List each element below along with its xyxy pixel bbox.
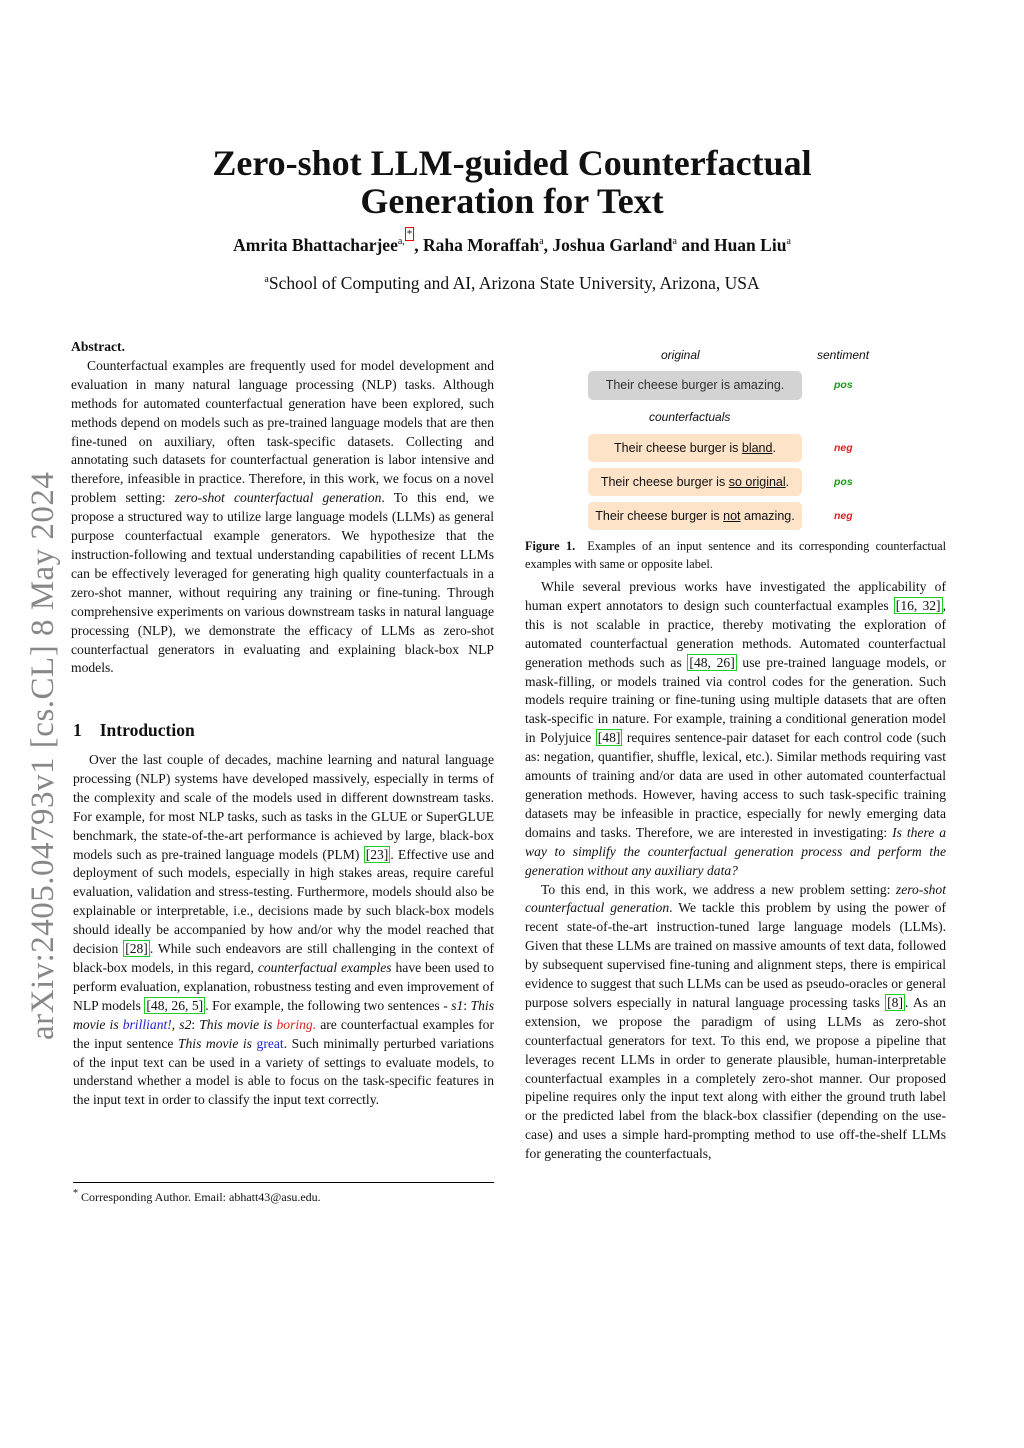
edited-words: so original [728, 475, 786, 489]
styled-text: Is there a way to simplify the counterfactual generation process and perform the generation without any auxiliary data? [525, 824, 946, 878]
paragraph [525, 578, 946, 881]
section-heading [73, 720, 195, 741]
intro-paragraph [73, 751, 494, 1110]
paper-title [0, 144, 1024, 220]
styled-text: counterfactual examples [257, 959, 392, 975]
abstract [71, 338, 494, 678]
sentence-text: . [772, 441, 776, 455]
figure-header-counterfactuals: counterfactuals [649, 410, 731, 424]
text: : [191, 1016, 200, 1032]
author-name: Joshua Garland [552, 235, 673, 255]
paragraph [525, 881, 946, 1165]
figure-original-sentence [588, 371, 802, 400]
citation-link[interactable]: [8] [887, 994, 904, 1010]
arxiv-watermark: arXiv:2405.04793v1 [cs.CL] 8 May 2024 [25, 471, 61, 1040]
footnote-link[interactable]: * [406, 228, 413, 241]
author-name: Amrita Bhattacharjee [233, 235, 398, 255]
author-separator: , [543, 235, 553, 255]
text: , this is not scalable in practice, thereby motivating the exploration of automated counterfactual generation methods. Automated counterfactual generation methods such as [525, 597, 946, 670]
citation-link[interactable]: [48] [597, 730, 621, 746]
sentiment-label: pos [834, 476, 853, 488]
sentiment-label: pos [834, 379, 853, 391]
sentiment-label: neg [834, 510, 853, 522]
sentence-text: . [785, 475, 790, 489]
text: Over the last couple of decades, machine learning and natural language processing (NLP) systems have developed massively, especially in terms of the complexity and scale of the models used in different downstream tasks. For example, for most NLP tasks, such as tasks in the GLUE or SuperGLUE benchmark, the state-of-the-art performance is achieved by large, black-box models such as pre-trained language models (PLM) [73, 752, 494, 862]
footnote-text: Corresponding Author. Email: abhatt43@asu.edu. [78, 1190, 321, 1204]
styled-text: s1 [451, 997, 464, 1013]
styled-text: This movie is [199, 1016, 277, 1032]
sentence-text: Their cheese burger is amazing. [605, 378, 785, 392]
caption-label: Figure 1. [525, 539, 576, 553]
text: . Such minimally perturbed variations of the input text can be used in a variety of settings to evaluate models, to understand whether a model is able to focus on the task-specific features in the input text in order to classify the input text correctly. [73, 1035, 494, 1108]
author-list [0, 228, 1024, 256]
styled-text: boring. [276, 1016, 317, 1032]
author-affiliation-mark: a [397, 236, 403, 248]
section-number: 1 [73, 720, 82, 740]
text: . For example, the following two sentences - [205, 997, 452, 1013]
styled-text: zero-shot counterfactual generation [525, 881, 946, 916]
footnote-divider [73, 1182, 494, 1183]
text: requires sentence-pair dataset for each control code (such as: negation, quantifier, shuffle, lexical, etc.). Similar methods requiring vast amounts of training and/or data are used in other automated counterfactual generation methods. However, having access to such task-specific training datasets may be infeasible in practice, especially for newly emerging data domains and tasks. Therefore, we are interested in investigating: [525, 730, 946, 840]
author-affiliation-mark: a [539, 236, 544, 248]
text: . Effective use and deployment of such models, especially in high stakes areas, require careful evaluation, validation and stress-testing. Furthermore, models should also be explainable or interpretable, i.e., decisions made by such black-box models should ideally be accompanied by how and/or why the model reached that decision [73, 846, 494, 957]
caption-text: Examples of an input sentence and its corresponding counterfactual examples with same or opposite label. [525, 539, 946, 571]
citation-link[interactable]: [16, 32] [895, 597, 941, 613]
text: . As an extension, we propose the paradigm of using LLMs as zero-shot counterfactual generators for text. To this end, we propose a pipeline that leverages recent LLMs in order to generate plausible, human-interpretable counterfactual examples in a completely zero-shot manner. Our proposed pipeline requires only the input text along with either the ground truth label or the predicted label from the black-box classifier (depending on the use-case) and uses a simple hard-prompting method to use off-the-shelf LLMs for generating the counterfactuals, [525, 994, 946, 1162]
citation-link[interactable]: [28] [125, 941, 148, 957]
styled-text: brilliant! [122, 1016, 172, 1032]
figure-counterfactual-sentence [588, 468, 802, 496]
title-line: Generation for Text [360, 181, 664, 221]
text: are counterfactual examples for the input sentence [73, 1016, 494, 1051]
styled-text: This movie is [73, 997, 494, 1032]
affiliation [0, 273, 1024, 294]
affiliation-mark: a [264, 274, 269, 286]
footnote-mark: * [73, 1188, 78, 1199]
styled-text: great [256, 1035, 284, 1051]
abstract-paragraph [71, 357, 494, 678]
author-separator: , [414, 235, 424, 255]
styled-text: zero-shot counterfactual generation [174, 490, 382, 506]
text: have been used to perform evaluation, explanation, robustness testing and even improvement of NLP models [73, 959, 494, 1013]
sentence-text: amazing. [740, 509, 795, 523]
text: . We tackle this problem by using the power of recent state-of-the-art instruction-tuned large language models (LLMs). Given that these LLMs are trained on massive amounts of text data, followed by subsequent supervised fine-tuning and alignment steps, there is empirical evidence to suggest that such LLMs can be used as pseudo-oracles or general purpose solvers especially in natural language processing tasks [525, 900, 946, 1010]
footnote [73, 1188, 321, 1205]
figure-header-sentiment: sentiment [817, 348, 870, 362]
figure-caption [525, 537, 946, 573]
title-line: Zero-shot LLM-guided Counterfactual [212, 143, 812, 183]
citation-link[interactable]: [23] [365, 846, 389, 862]
edited-words: bland [741, 441, 773, 455]
citation-link[interactable]: [48, 26, 5] [146, 997, 204, 1013]
text: use pre-trained language models, or mask-filling, or models trained via control codes for the generation. Such models require training or fine-tuning using multiple datasets that are often task-specific in nature. For example, training a conditional generation model in Polyjuice [525, 654, 946, 746]
footnote-ref: ,* [402, 228, 413, 248]
text: . To this end, we propose a structured way to utilize large language models (LLMs) as general purpose counterfactual example generators. We hypothesize that the instruction-following and textual understanding capabilities of recent LLMs can be effectively leveraged for generating high quality counterfactuals in a zero-shot manner, without requiring any training or fine-tuning. Through comprehensive experiments on various downstream tasks in natural language processing (NLP), we demonstrate the efficacy of LLMs as zero-shot counterfactual generators in evaluating and explaining black-box NLP models. [71, 490, 494, 676]
text: : [463, 997, 471, 1013]
abstract-heading: Abstract. [71, 339, 125, 354]
author-name: Raha Moraffah [423, 235, 540, 255]
edited-words: not [723, 509, 741, 523]
author-affiliation-mark: a [786, 236, 791, 248]
citation-link[interactable]: [48, 26] [689, 654, 735, 670]
affiliation-text: School of Computing and AI, Arizona State University, Arizona, USA [268, 273, 760, 293]
text: , [171, 1016, 180, 1032]
author-affiliation-mark: a [672, 236, 677, 248]
right-column-body [525, 578, 946, 1164]
styled-text: s2 [179, 1016, 192, 1032]
figure-header-original: original [661, 348, 700, 362]
sentiment-label: neg [834, 442, 853, 454]
text: To this end, in this work, we address a new problem setting: [541, 881, 896, 897]
text: While several previous works have investigated the applicability of human expert annotators to design such counterfactual examples [525, 579, 946, 613]
figure-counterfactual-sentence [588, 434, 802, 462]
intro-body [73, 751, 494, 1110]
section-title: Introduction [99, 720, 195, 740]
text: Counterfactual examples are frequently used for model development and evaluation in many natural language processing (NLP) tasks. Although methods for automated counterfactual generation have been explored, such methods depend on models such as pre-trained language models that are then fine-tuned on auxiliary, often task-specific datasets. Collecting and annotating such datasets for counterfactual generation is labor intensive and therefore, infeasible in practice. Therefore, in this work, we focus on a novel problem setting: [71, 357, 494, 506]
sentence-text: Their cheese burger is [614, 441, 742, 455]
styled-text: This movie is [177, 1035, 257, 1051]
sentence-text: Their cheese burger is [595, 509, 724, 523]
author-name: Huan Liu [713, 235, 787, 255]
figure-counterfactual-sentence [588, 502, 802, 530]
sentence-text: Their cheese burger is [600, 475, 729, 489]
author-separator: and [676, 235, 714, 255]
text: . While such endeavors are still challenging in the context of black-box models, in this regard, [73, 941, 494, 975]
